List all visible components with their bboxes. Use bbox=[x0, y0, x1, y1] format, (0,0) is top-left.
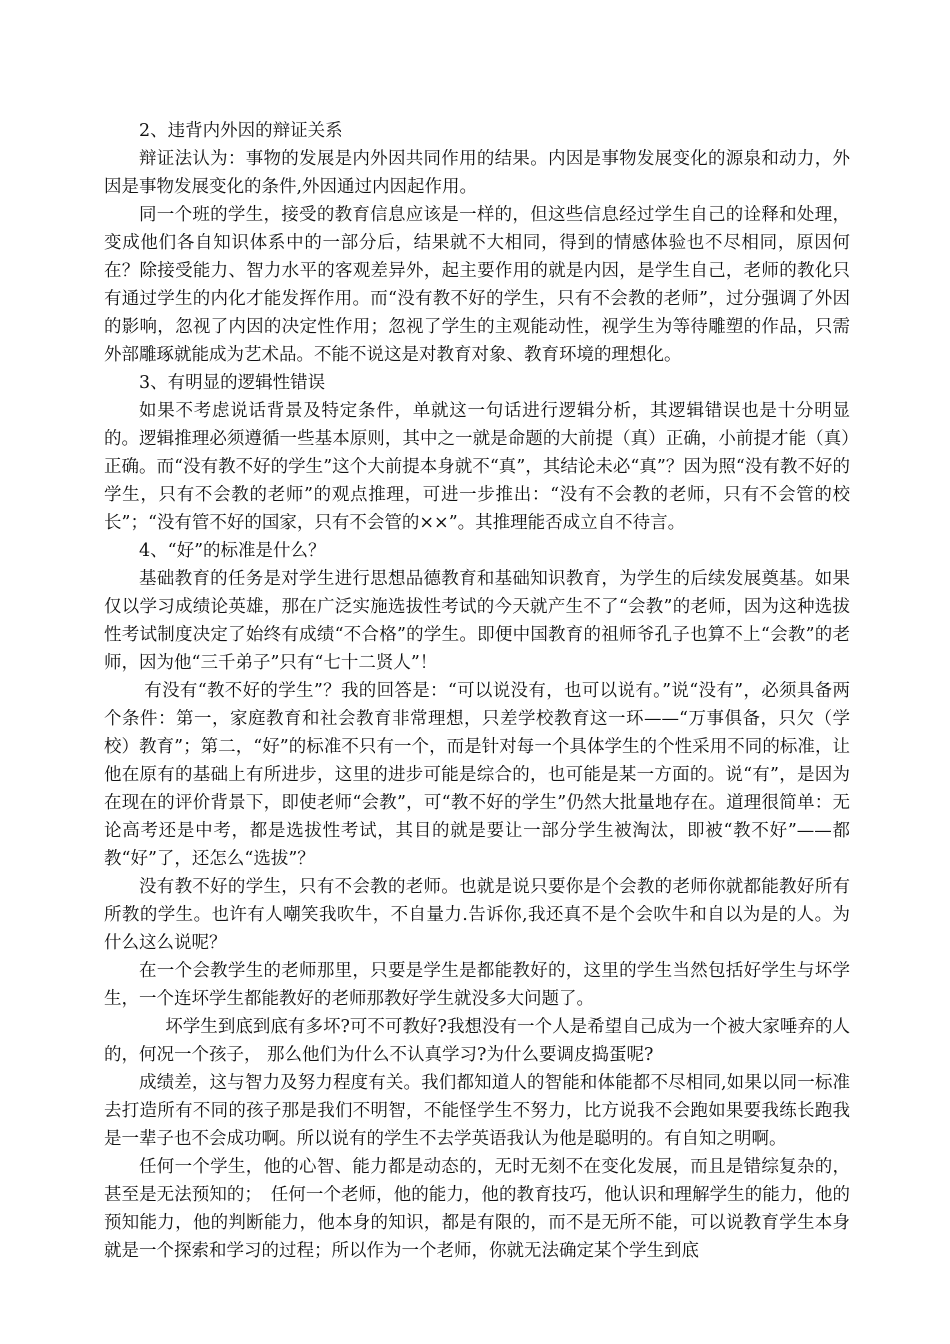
paragraph: 任何一个学生，他的心智、能力都是动态的，无时无刻不在变化发展，而且是错综复杂的，甚至是无法预知的； 任何一个老师，他的能力，他的教育技巧，他认识和理解学生的能力，他的预知能力，他的判断能力，他本身的知识，都是有限的，而不是无所不能，可以说教育学生本身就是一个探索和学习的过程；所以作为一个老师，你就无法确定某个学生到底 bbox=[104, 1157, 850, 1261]
paragraph: 坏学生到底到底有多坏?可不可教好?我想没有一个人是希望自己成为一个被大家唾弃的人的，何况一个孩子， 那么他们为什么不认真学习?为什么要调皮捣蛋呢? bbox=[104, 1017, 850, 1065]
paragraph: 在一个会教学生的老师那里，只要是学生是都能教好的，这里的学生当然包括好学生与坏学生，一个连坏学生都能教好的老师那教好学生就没多大问题了。 bbox=[104, 961, 850, 1009]
paragraph: 成绩差，这与智力及努力程度有关。我们都知道人的智能和体能都不尽相同,如果以同一标准去打造所有不同的孩子那是我们不明智，不能怪学生不努力，比方说我不会跑如果要我练长跑我是一辈子也不会成功啊。所以说有的学生不去学英语我认为他是聪明的。有自知之明啊。 bbox=[104, 1073, 850, 1149]
paragraph: 辩证法认为：事物的发展是内外因共同作用的结果。内因是事物发展变化的源泉和动力，外因是事物发展变化的条件,外因通过内因起作用。 bbox=[104, 149, 850, 197]
document-body bbox=[104, 117, 850, 1265]
paragraph: 没有教不好的学生，只有不会教的老师。也就是说只要你是个会教的老师你就都能教好所有所教的学生。也许有人嘲笑我吹牛，不自量力.告诉你,我还真不是个会吹牛和自以为是的人。为什么这么说呢？ bbox=[104, 877, 850, 953]
section-heading-3: 3、有明显的逻辑性错误 bbox=[139, 373, 326, 393]
section-heading-2: 2、违背内外因的辩证关系 bbox=[139, 121, 343, 141]
paragraph: 基础教育的任务是对学生进行思想品德教育和基础知识教育，为学生的后续发展奠基。如果仅以学习成绩论英雄，那在广泛实施选拔性考试的今天就产生不了“会教”的老师，因为这种选拔性考试制度决定了始终有成绩“不合格”的学生。即便中国教育的祖师爷孔子也算不上“会教”的老师，因为他“三千弟子”只有“七十二贤人”！ bbox=[104, 569, 850, 673]
paragraph: 如果不考虑说话背景及特定条件，单就这一句话进行逻辑分析，其逻辑错误也是十分明显的。逻辑推理必须遵循一些基本原则，其中之一就是命题的大前提（真）正确，小前提才能（真）正确。而“没有教不好的学生”这个大前提本身就不“真”，其结论未必“真”？因为照“没有教不好的学生，只有不会教的老师”的观点推理，可进一步推出：“没有不会教的老师，只有不会管的校长”；“没有管不好的国家，只有不会管的××”。其推理能否成立自不待言。 bbox=[104, 401, 850, 533]
paragraph: 同一个班的学生，接受的教育信息应该是一样的，但这些信息经过学生自己的诠释和处理，变成他们各自知识体系中的一部分后，结果就不大相同，得到的情感体验也不尽相同，原因何在？除接受能力、智力水平的客观差异外，起主要作用的就是内因，是学生自己，老师的教化只有通过学生的内化才能发挥作用。而“没有教不好的学生，只有不会教的老师”，过分强调了外因的影响，忽视了内因的决定性作用；忽视了学生的主观能动性，视学生为等待雕塑的作品，只需外部雕琢就能成为艺术品。不能不说这是对教育对象、教育环境的理想化。 bbox=[104, 205, 850, 365]
paragraph: 有没有“教不好的学生”？我的回答是：“可以说没有，也可以说有。”说“没有”，必须具备两个条件：第一，家庭教育和社会教育非常理想，只差学校教育这一环——“万事俱备，只欠（学校）教育”；第二，“好”的标准不只有一个，而是针对每一个具体学生的个性采用不同的标准，让他在原有的基础上有所进步，这里的进步可能是综合的，也可能是某一方面的。说“有”，是因为在现在的评价背景下，即使老师“会教”，可“教不好的学生”仍然大批量地存在。道理很简单：无论高考还是中考，都是选拔性考试，其目的就是要让一部分学生被淘汰，即被“教不好”——都教“好”了，还怎么“选拔”？ bbox=[104, 681, 850, 869]
section-heading-4: 4、“好”的标准是什么？ bbox=[139, 541, 326, 561]
